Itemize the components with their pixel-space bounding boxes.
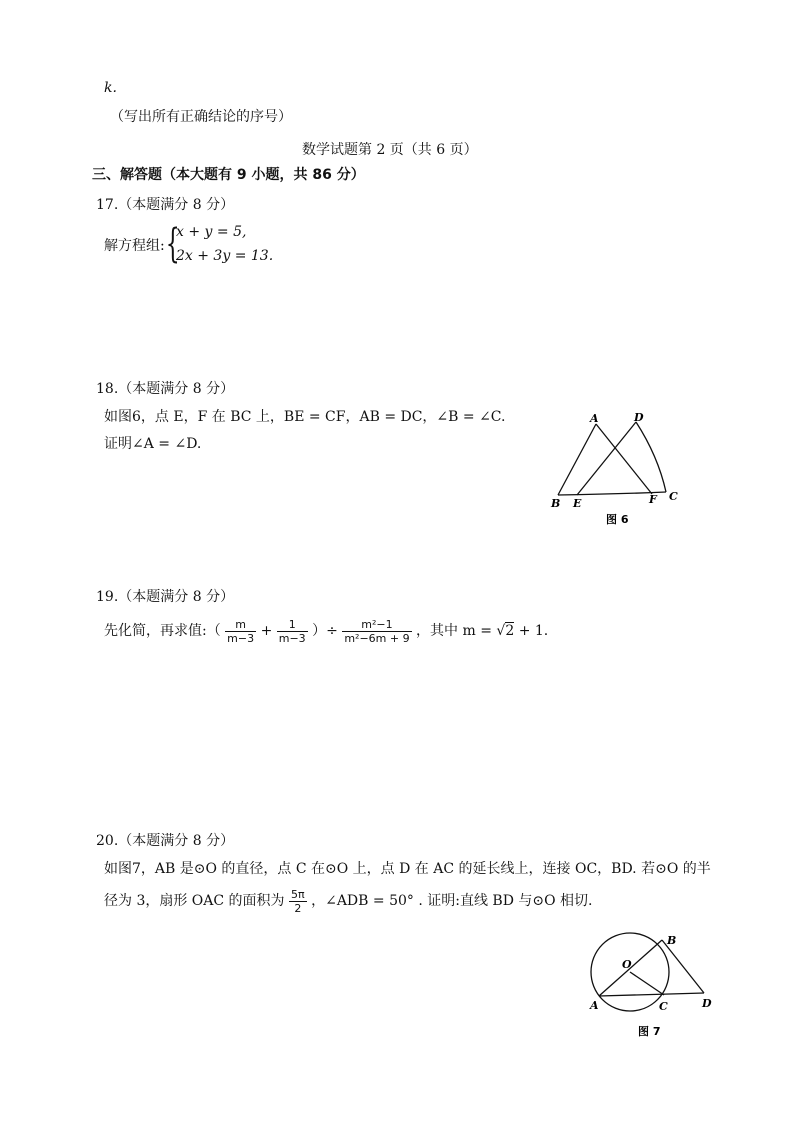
seg-ba — [558, 424, 596, 495]
q19-close-div: ）÷ — [312, 623, 338, 639]
q19-frac3-num: m²−1 — [342, 618, 411, 632]
q20-line2-b: ，∠ADB = 50° . 证明:直线 BD 与⊙O 相切. — [311, 893, 593, 909]
label-b: B — [551, 497, 561, 510]
answer-note: （写出所有正确结论的序号） — [110, 109, 292, 125]
q20-line2-a: 径为 3，扇形 OAC 的面积为 — [104, 893, 285, 909]
label-a7: A — [590, 999, 599, 1012]
q17-brace: { — [165, 221, 180, 267]
q19-sqrt: √2 — [496, 623, 515, 639]
label-d: D — [634, 411, 644, 424]
seg-de — [577, 422, 636, 495]
q20-line2 — [104, 886, 592, 916]
label-f: F — [649, 493, 657, 506]
q17-eq1: x + y = 5, — [176, 224, 247, 240]
q19-frac2-num: 1 — [277, 618, 308, 632]
radius-oc — [630, 972, 664, 995]
q18-header: 18.（本题满分 8 分） — [96, 381, 235, 397]
q20-line1: 如图7，AB 是⊙O 的直径，点 C 在⊙O 上，点 D 在 AC 的延长线上，连接 OC，BD. 若⊙O 的半 — [104, 861, 711, 877]
q20-frac-num: 5π — [291, 887, 305, 901]
seg-dc — [636, 422, 666, 492]
figure-7-caption: 图 7 — [638, 1025, 661, 1038]
label-e: E — [573, 497, 582, 510]
q19-frac1 — [225, 618, 256, 645]
label-c: C — [669, 490, 678, 503]
section-title: 三、解答题（本大题有 9 小题，共 86 分） — [92, 167, 365, 183]
line-ad — [599, 993, 704, 996]
label-b7: B — [667, 934, 677, 947]
q20-header: 20.（本题满分 8 分） — [96, 833, 235, 849]
q19-frac3-den: m²−6m + 9 — [344, 631, 410, 645]
q19-frac2-den: m−3 — [278, 631, 306, 645]
q19-suffix-b: + 1. — [514, 623, 549, 639]
q17-eq2: 2x + 3y = 13. — [176, 248, 274, 264]
label-c7: C — [659, 1000, 668, 1013]
q20-frac-den: 2 — [294, 901, 302, 915]
q19-header: 19.（本题满分 8 分） — [96, 589, 235, 605]
q20-sector-fraction — [289, 888, 307, 915]
figure-7 — [580, 925, 720, 1045]
q18-line1: 如图6，点 E，F 在 BC 上，BE = CF，AB = DC，∠B = ∠C. — [104, 409, 506, 425]
q19-frac1-den: m−3 — [227, 631, 255, 645]
q19-suffix-a: ，其中 m = — [416, 623, 497, 639]
figure-6-caption: 图 6 — [606, 513, 629, 526]
label-o: O — [622, 958, 632, 971]
q19-plus: + — [260, 623, 273, 639]
page-footer: 数学试题第 2 页（共 6 页） — [302, 142, 478, 158]
q19-frac3 — [342, 618, 411, 645]
figure-6 — [540, 410, 690, 530]
q19-sqrt-radicand: 2 — [505, 623, 515, 639]
q19-expression — [104, 616, 548, 646]
q19-frac1-num: m — [225, 618, 256, 632]
q17-prefix: 解方程组: — [104, 238, 165, 254]
k-line: k. — [104, 80, 117, 96]
q19-prefix: 先化简，再求值:（ — [104, 623, 221, 639]
label-a: A — [590, 412, 599, 425]
label-d7: D — [702, 997, 712, 1010]
q19-frac2 — [277, 618, 308, 645]
q17-header: 17.（本题满分 8 分） — [96, 197, 235, 213]
q18-line2: 证明∠A = ∠D. — [104, 436, 202, 452]
